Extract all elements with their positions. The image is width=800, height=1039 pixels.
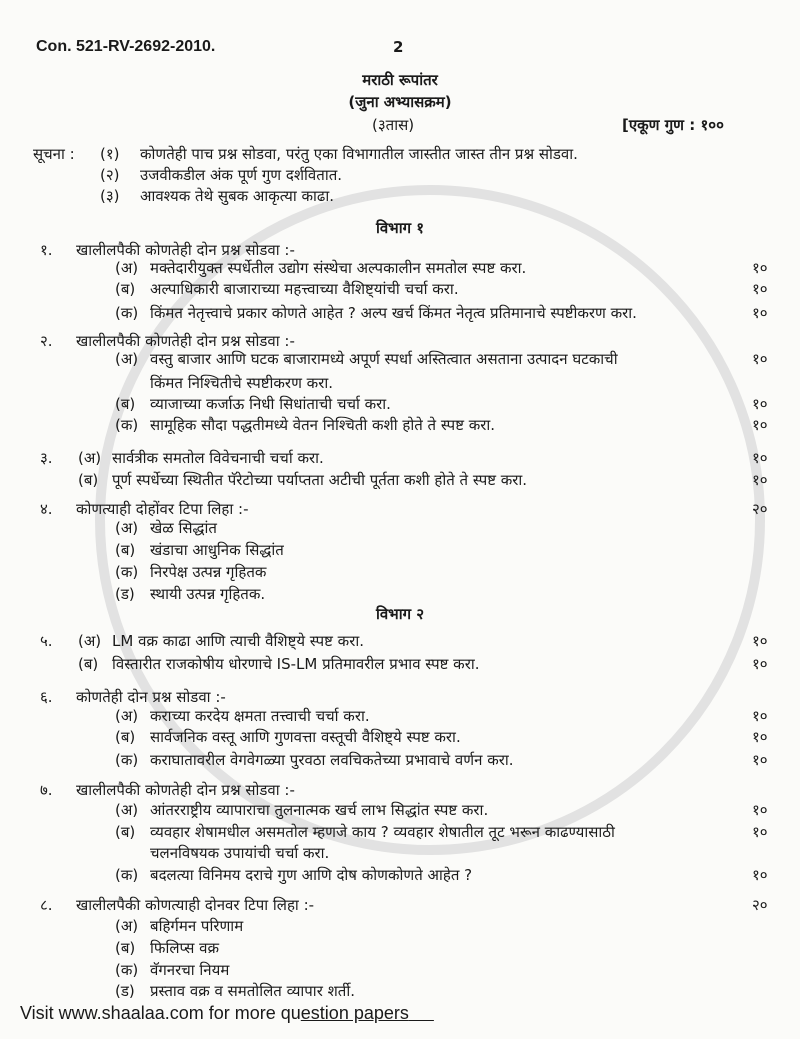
subquestion-marks: १० bbox=[752, 866, 768, 884]
paper-code: Con. 521-RV-2692-2010. bbox=[36, 38, 216, 55]
subquestion-text: मक्तेदारीयुक्त स्पर्धेतील उद्योग संस्थेचा अल्पकालीन समतोल स्पष्ट करा. bbox=[150, 259, 527, 277]
subquestion-text: LM वक्र काढा आणि त्याची वैशिष्ट्ये स्पष्ट करा. bbox=[112, 632, 364, 650]
subquestion-text: खंडाचा आधुनिक सिद्धांत bbox=[150, 541, 284, 559]
subquestion-text: बहिर्गमन परिणाम bbox=[150, 917, 244, 935]
subquestion-label: (ड) bbox=[115, 982, 135, 1000]
question-number: ३. bbox=[40, 449, 53, 467]
subquestion-text: किंमत नेतृत्त्वाचे प्रकार कोणते आहेत ? अल्प खर्च किंमत नेतृत्व प्रतिमानाचे स्पष्टीकरण करा. bbox=[150, 304, 637, 322]
question-number: ६. bbox=[40, 688, 53, 706]
question-stem: खालीलपैकी कोणत्याही दोनवर टिपा लिहा :- bbox=[76, 896, 315, 914]
subquestion-text-continued: चलनविषयक उपायांची चर्चा करा. bbox=[150, 844, 330, 862]
subquestion-label: (ब) bbox=[115, 939, 136, 957]
question-stem: कोणत्याही दोहोंवर टिपा लिहा :- bbox=[76, 500, 249, 518]
total-marks: [एकूण गुण : १०० bbox=[622, 116, 724, 134]
subquestion-text: स्थायी उत्पन्न गृहितक. bbox=[150, 585, 266, 603]
page-number: 2 bbox=[393, 38, 404, 56]
footer-text: Visit www.shaalaa.com for more qu bbox=[20, 1003, 301, 1023]
subquestion-text: सार्वत्रीक समतोल विवेचनाची चर्चा करा. bbox=[112, 449, 324, 467]
subquestion-text: व्यवहार शेषामधील असमतोल म्हणजे काय ? व्यवहार शेषातील तूट भरून काढण्यासाठी bbox=[150, 823, 615, 841]
subquestion-label: (ब) bbox=[115, 395, 136, 413]
subquestion-label: (ड) bbox=[115, 585, 135, 603]
question-stem: खालीलपैकी कोणतेही दोन प्रश्न सोडवा :- bbox=[76, 241, 295, 259]
subquestion-text: सार्वजनिक वस्तू आणि गुणवत्ता वस्तूची वैशिष्ट्ये स्पष्ट करा. bbox=[150, 728, 461, 746]
paper-subtitle: (जुना अभ्यासक्रम) bbox=[348, 93, 452, 111]
question-number: १. bbox=[40, 241, 53, 259]
subquestion-text: कराघातावरील वेगवेगळ्या पुरवठा लवचिकतेच्या प्रभावाचे वर्णन करा. bbox=[150, 751, 514, 769]
question-stem: खालीलपैकी कोणतेही दोन प्रश्न सोडवा :- bbox=[76, 781, 295, 799]
subquestion-label: (ब) bbox=[115, 280, 136, 298]
subquestion-text: विस्तारीत राजकोषीय धोरणाचे IS-LM प्रतिमावरील प्रभाव स्पष्ट करा. bbox=[112, 655, 480, 673]
subquestion-marks: १० bbox=[752, 395, 768, 413]
subquestion-text: आंतरराष्ट्रीय व्यापाराचा तुलनात्मक खर्च लाभ सिद्धांत स्पष्ट करा. bbox=[150, 801, 489, 819]
subquestion-label: (ब) bbox=[78, 471, 99, 489]
subquestion-marks: १० bbox=[752, 259, 768, 277]
subquestion-text: सामूहिक सौदा पद्धतीमध्ये वेतन निश्चिती कशी होते ते स्पष्ट करा. bbox=[150, 416, 496, 434]
subquestion-label: (अ) bbox=[115, 801, 139, 819]
subquestion-label: (ब) bbox=[115, 823, 136, 841]
subquestion-label: (अ) bbox=[115, 707, 139, 725]
subquestion-label: (ब) bbox=[78, 655, 99, 673]
section-heading: विभाग २ bbox=[375, 605, 425, 623]
instruction-text: आवश्यक तेथे सुबक आकृत्या काढा. bbox=[140, 187, 334, 205]
subquestion-marks: १० bbox=[752, 304, 768, 322]
subquestion-text: पूर्ण स्पर्धेच्या स्थितीत पॅरेटोच्या पर्याप्तता अटीची पूर्तता कशी होते ते स्पष्ट करा. bbox=[112, 471, 528, 489]
footer-link[interactable] bbox=[20, 1004, 434, 1022]
subquestion-label: (ब) bbox=[115, 728, 136, 746]
question-number: ५. bbox=[40, 632, 53, 650]
question-stem: कोणतेही दोन प्रश्न सोडवा :- bbox=[76, 688, 226, 706]
subquestion-text: बदलत्या विनिमय दराचे गुण आणि दोष कोणकोणते आहेत ? bbox=[150, 866, 473, 884]
subquestion-text: फिलिप्स वक्र bbox=[150, 939, 219, 957]
section-heading: विभाग १ bbox=[375, 219, 425, 237]
subquestion-label: (क) bbox=[115, 866, 139, 884]
subquestion-text-continued: किंमत निश्चितीचे स्पष्टीकरण करा. bbox=[150, 374, 333, 392]
footer-text-underlined: estion papers bbox=[300, 1003, 409, 1023]
question-marks: २० bbox=[752, 896, 768, 914]
subquestion-marks: १० bbox=[752, 823, 768, 841]
subquestion-text: निरपेक्ष उत्पन्न गृहितक bbox=[150, 563, 267, 581]
question-number: ४. bbox=[40, 500, 53, 518]
subquestion-label: (क) bbox=[115, 304, 139, 322]
subquestion-marks: १० bbox=[752, 350, 768, 368]
question-number: २. bbox=[40, 332, 53, 350]
question-number: ८. bbox=[40, 896, 53, 914]
subquestion-label: (अ) bbox=[115, 350, 139, 368]
subquestion-marks: १० bbox=[752, 751, 768, 769]
instruction-text: कोणतेही पाच प्रश्न सोडवा, परंतु एका विभागातील जास्तीत जास्त तीन प्रश्न सोडवा. bbox=[140, 145, 578, 163]
paper-title: मराठी रूपांतर bbox=[362, 71, 438, 89]
subquestion-marks: १० bbox=[752, 728, 768, 746]
subquestion-marks: १० bbox=[752, 280, 768, 298]
subquestion-label: (अ) bbox=[78, 632, 102, 650]
instruction-number: (३) bbox=[100, 187, 120, 205]
duration: (३तास) bbox=[372, 116, 415, 134]
subquestion-text: खेळ सिद्धांत bbox=[150, 519, 217, 537]
subquestion-text: वस्तु बाजार आणि घटक बाजारामध्ये अपूर्ण स्पर्धा अस्तित्वात असताना उत्पादन घटकाची bbox=[150, 350, 618, 368]
subquestion-text: कराच्या करदेय क्षमता तत्त्वाची चर्चा करा. bbox=[150, 707, 370, 725]
instruction-number: (२) bbox=[100, 166, 120, 184]
instruction-text: उजवीकडील अंक पूर्ण गुण दर्शवितात. bbox=[140, 166, 343, 184]
subquestion-label: (क) bbox=[115, 751, 139, 769]
subquestion-label: (क) bbox=[115, 416, 139, 434]
subquestion-label: (अ) bbox=[115, 519, 139, 537]
subquestion-marks: १० bbox=[752, 707, 768, 725]
question-marks: २० bbox=[752, 500, 768, 518]
subquestion-text: प्रस्ताव वक्र व समतोलित व्यापार शर्ती. bbox=[150, 982, 355, 1000]
subquestion-label: (अ) bbox=[115, 259, 139, 277]
instruction-number: (१) bbox=[100, 145, 120, 163]
subquestion-label: (अ) bbox=[78, 449, 102, 467]
subquestion-label: (अ) bbox=[115, 917, 139, 935]
question-number: ७. bbox=[40, 781, 53, 799]
question-stem: खालीलपैकी कोणतेही दोन प्रश्न सोडवा :- bbox=[76, 332, 295, 350]
subquestion-marks: १० bbox=[752, 655, 768, 673]
subquestion-text: व्याजाच्या कर्जाऊ निधी सिधांताची चर्चा करा. bbox=[150, 395, 391, 413]
subquestion-marks: १० bbox=[752, 449, 768, 467]
subquestion-marks: १० bbox=[752, 801, 768, 819]
subquestion-marks: १० bbox=[752, 416, 768, 434]
subquestion-label: (ब) bbox=[115, 541, 136, 559]
subquestion-label: (क) bbox=[115, 563, 139, 581]
subquestion-text: अल्पाधिकारी बाजाराच्या महत्त्वाच्या वैशिष्ट्यांची चर्चा करा. bbox=[150, 280, 459, 298]
subquestion-label: (क) bbox=[115, 961, 139, 979]
subquestion-marks: १० bbox=[752, 632, 768, 650]
subquestion-marks: १० bbox=[752, 471, 768, 489]
subquestion-text: वॅगनरचा नियम bbox=[150, 961, 230, 979]
instructions-label: सूचना : bbox=[33, 145, 75, 163]
